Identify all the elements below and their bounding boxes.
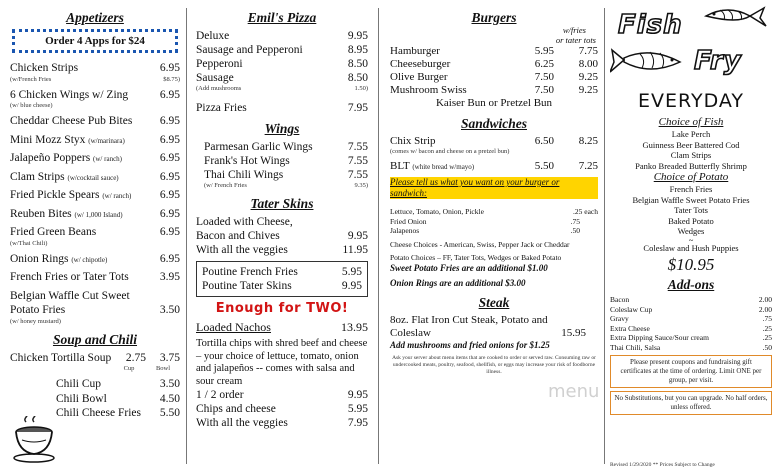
pizza-column — [188, 0, 374, 472]
menu-item: Loaded Nachos 13.95 — [196, 320, 368, 334]
fry-word: Fry — [694, 46, 742, 76]
bun-choice: Kaiser Bun or Pretzel Bun — [435, 97, 553, 109]
menu-item: Deluxe 9.95 — [196, 30, 368, 42]
potato-option: Wedges — [677, 226, 705, 236]
tater-heading: Tater Skins — [250, 196, 314, 211]
cheese-choices: Cheese Choices - American, Swiss, Pepper Jack or Cheddar — [390, 239, 570, 249]
poutine-box — [196, 261, 368, 297]
menu-item: Hamburger 5.95 7.75 — [390, 45, 598, 57]
menu-item: French Fries or Tater Tots 3.95 — [10, 271, 180, 283]
column-divider — [186, 8, 187, 464]
menu-item: Mushroom Swiss 7.50 9.25 — [390, 84, 598, 96]
burger-column-header: or tater tots — [555, 34, 596, 45]
menu-item: Jalapeño Poppers (w/ ranch) 6.95 — [10, 152, 180, 164]
menu-item: Cheeseburger 6.25 8.00 — [390, 58, 598, 70]
menu-item: Belgian Waffle Cut Sweet — [10, 289, 130, 302]
fish-option: Clam Strips — [670, 150, 712, 160]
menu-item: Olive Burger 7.50 9.25 — [390, 71, 598, 83]
coupon-note: Please present coupons and fundraising gift certificates at the time of ordering. Limit ONE per group, per visit. — [610, 355, 772, 388]
appetizers-column — [0, 0, 186, 472]
menu-item: Thai Chili Wings 7.55 — [204, 169, 368, 181]
menu-item: Coleslaw 15.95 — [390, 326, 586, 339]
menu-item: Mini Mozz Styx (w/marinara) 6.95 — [10, 133, 180, 146]
steak-heading: Steak — [478, 294, 510, 310]
wings-heading: Wings — [264, 121, 300, 136]
food-safety-disclaimer: Ask your server about menu items that are cooked to order or served raw. Consuming raw or undercooked meats, poultry, seafood, shellfish, or eggs may increase your risk of foodborne illness. — [392, 354, 596, 375]
revision-footer: Revised 1/29/2020 ** Prices Subject to Change — [610, 462, 715, 468]
choice-of-fish-heading: Choice of Fish — [658, 116, 724, 128]
promo-box: Order 4 Apps for $24 — [12, 29, 178, 53]
potato-option: Baked Potato — [668, 215, 714, 226]
fish-word: Fish — [618, 10, 683, 40]
topping-item: Fried Onion .75 — [390, 216, 580, 226]
menu-item: Chicken Tortilla Soup 2.75 3.75 — [10, 351, 180, 364]
soup-bowl-icon — [12, 416, 56, 464]
item-note: (comes w/ bacon and cheese on a pretzel bun) — [390, 148, 510, 155]
menu-item: Parmesan Garlic Wings 7.55 — [204, 141, 368, 153]
menu-item: Chips and cheese 5.95 — [196, 403, 368, 415]
item-note: (w/Thai Chili) — [10, 239, 48, 247]
item-note: (Add mushrooms 1.50) — [196, 85, 368, 92]
menu-item: Chili Bowl 4.50 — [56, 392, 180, 405]
menu-item: Poutine Tater Skins 9.95 — [202, 280, 362, 292]
menu-item: Pepperoni 8.50 — [196, 58, 368, 70]
menu-item: Sausage and Pepperoni 8.95 — [196, 44, 368, 56]
item-note: (w/ French Fries 9.35) — [204, 182, 368, 189]
menu-item: Fried Pickle Spears (w/ ranch) 6.95 — [10, 189, 180, 201]
burgers-heading: Burgers — [471, 10, 517, 25]
potato-option: ~ — [688, 234, 694, 245]
menu-item: 8oz. Flat Iron Cut Steak, Potato and — [390, 313, 548, 326]
pizza-heading: Emil's Pizza — [247, 10, 317, 25]
addon-item: Coleslaw Cup 2.00 — [610, 304, 772, 314]
burger-column-header: w/fries — [562, 25, 586, 35]
menu-item: Cheddar Cheese Pub Bites 6.95 — [10, 115, 180, 127]
menu-item: Reuben Bites (w/ 1,000 Island) 6.95 — [10, 207, 180, 220]
addons-heading: Add-ons — [667, 277, 715, 292]
topping-item: Lettuce, Tomato, Onion, Pickle .25 each — [390, 207, 598, 216]
enough-for-two-banner: Enough for TWO! — [215, 301, 349, 316]
fishfry-column — [604, 0, 778, 472]
watermark: menu — [548, 381, 600, 402]
item-note: Cup Bowl — [123, 365, 171, 372]
addon-item: Thai Chili, Salsa .50 — [610, 342, 772, 352]
item-note: (w/French Fries $8.75) — [10, 75, 180, 83]
topping-item: Jalapenos .50 — [390, 226, 580, 235]
column-divider — [378, 8, 379, 464]
menu-text: Loaded with Cheese, — [196, 216, 293, 228]
everyday-heading: EVERYDAY — [637, 90, 745, 112]
menu-item: Clam Strips (w/cocktail sauce) 6.95 — [10, 170, 180, 183]
potato-option: Tater Tots — [674, 205, 708, 215]
addon-item: Gravy .75 — [610, 314, 772, 323]
item-note: (w/ blue cheese) — [10, 102, 53, 109]
potato-option: French Fries — [669, 184, 713, 194]
fish-fry-price: $10.95 — [667, 255, 715, 274]
sweet-potato-note: Sweet Potato Fries are an additional $1.00 — [390, 262, 548, 273]
appetizers-heading: Appetizers — [66, 10, 124, 25]
addon-item: Bacon 2.00 — [610, 295, 772, 304]
fish-fry-logo — [610, 6, 772, 86]
menu-item: With all the veggies 7.95 — [196, 417, 368, 429]
onion-rings-note: Onion Rings are an additional $3.00 — [390, 277, 526, 288]
nachos-description: Tortilla chips with shred beef and cheese – your choice of lettuce, tomato, onion and jalapeños -- comes with salsa and sour cream — [196, 338, 368, 387]
menu-item: Chix Strip 6.50 8.25 — [390, 135, 598, 147]
choice-of-potato-heading: Choice of Potato — [653, 171, 729, 183]
menu-item: Bacon and Chives 9.95 — [196, 230, 368, 242]
menu-item: Chicken Strips 6.95 — [10, 62, 180, 74]
menu-item: Sausage 8.50 — [196, 72, 368, 84]
menu-item: 1 / 2 order 9.95 — [196, 389, 368, 401]
item-note: (w/ honey mustard) — [10, 317, 61, 325]
menu-item: 6 Chicken Wings w/ Zing 6.95 — [10, 88, 180, 101]
fish-option: Lake Perch — [671, 129, 711, 139]
menu-item: Frank's Hot Wings 7.55 — [204, 155, 368, 167]
fish-option: Guinness Beer Battered Cod — [642, 139, 740, 150]
soup-heading: Soup and Chili — [52, 331, 138, 347]
menu-item: Chili Cup 3.50 — [56, 378, 180, 390]
menu-item: Onion Rings (w/ chipotle) 6.95 — [10, 252, 180, 265]
sandwiches-heading: Sandwiches — [460, 116, 528, 131]
menu-item: Chili Cheese Fries 5.50 — [56, 407, 180, 419]
menu-item: Potato Fries 3.50 — [10, 304, 180, 316]
substitution-note: No Substitutions, but you can upgrade. No half orders, unless offered. — [610, 391, 772, 415]
menu-item: BLT (white bread w/mayo) 5.50 7.25 — [390, 160, 598, 172]
menu-item: Poutine French Fries 5.95 — [202, 266, 362, 278]
menu-item: Pizza Fries 7.95 — [196, 102, 368, 114]
addon-item: Extra Cheese .25 — [610, 323, 772, 333]
side-option: Coleslaw and Hush Puppies — [643, 242, 739, 253]
menu-item: With all the veggies 11.95 — [196, 244, 368, 256]
addon-item: Extra Dipping Sauce/Sour cream .25 — [610, 333, 772, 342]
menu-item: Fried Green Beans 6.95 — [10, 226, 180, 238]
fish-option: Panko Breaded Butterfly Shrimp — [635, 160, 747, 171]
order-instructions: Please tell us what you want on your burger or sandwich: — [390, 177, 598, 199]
potato-option: Belgian Waffle Sweet Potato Fries — [632, 194, 750, 205]
steak-addon-note: Add mushrooms and fried onions for $1.25 — [390, 339, 550, 350]
potato-choices: Potato Choices – FF, Tater Tots, Wedges or Baked Potato — [390, 253, 562, 262]
